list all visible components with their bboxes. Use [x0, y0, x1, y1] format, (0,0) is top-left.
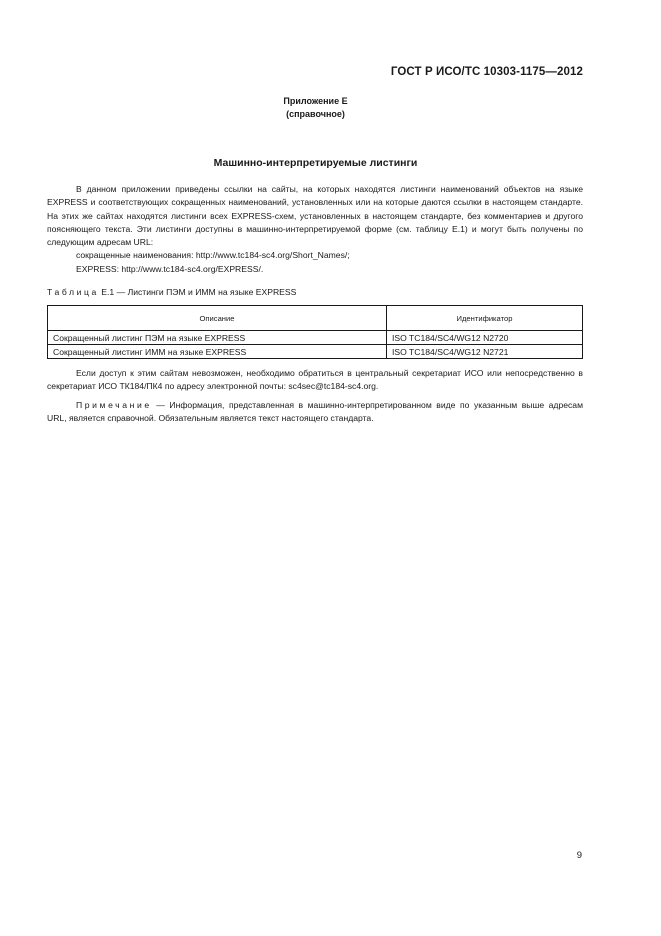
table-row: [48, 331, 583, 345]
listings-table: [47, 305, 583, 359]
row-description: Сокращенный листинг ПЭМ на языке EXPRESS: [48, 331, 387, 345]
note-label: Примечание: [76, 399, 152, 410]
access-paragraph: Если доступ к этим сайтам невозможен, необходимо обратиться в центральный секретариат ИСО или непосредственно в секретариат ИСО ТК184/ПК4 по адресу электронной почты: sc4sec@tc184-sc4.org.: [47, 368, 583, 392]
appendix-status: (справочное): [286, 109, 345, 119]
url-short-names: сокращенные наименования: http://www.tc184-sc4.org/Short_Names/;: [76, 250, 350, 261]
table-caption-text: Е.1 — Листинги ПЭМ и ИММ на языке EXPRESS: [101, 287, 297, 297]
table-caption-label: Таблица: [47, 287, 99, 297]
table-caption: [47, 287, 296, 297]
intro-block: [47, 183, 583, 276]
row-identifier: ISO TC184/SC4/WG12 N2720: [387, 331, 583, 345]
after-table-block: [47, 367, 583, 425]
header-description: Описание: [48, 306, 387, 331]
page-number: 9: [576, 850, 582, 861]
note-text: — Информация, представленная в машинно-интерпретированном виде по указанным выше адресам URL, является справочной. Обязательным является текст настоящего стандарта.: [47, 399, 583, 423]
intro-paragraph: В данном приложении приведены ссылки на сайты, на которых находятся листинги наименований объектов на языке EXPRESS и соответствующих сокращенных наименований, установленных или на которые даются ссылки в настоящем стандарте. На этих же сайтах находятся листинги всех EXPRESS-схем, установленных в настоящем стандарте, без комментариев и другого поясняющего текста. Эти листинги доступны в машинно-интерпретируемой форме (см. таблицу Е.1) и могут быть получены по следующим адресам URL:: [47, 184, 583, 248]
header-identifier: Идентификатор: [387, 306, 583, 331]
appendix-heading: [0, 95, 631, 121]
appendix-title: Приложение Е: [283, 96, 348, 106]
section-title: Машинно-интерпретируемые листинги: [213, 157, 418, 169]
note-paragraph: [47, 399, 583, 426]
row-identifier: ISO TC184/SC4/WG12 N2721: [387, 345, 583, 359]
url-express: EXPRESS: http://www.tc184-sc4.org/EXPRESS/.: [76, 263, 264, 274]
row-description: Сокращенный листинг ИММ на языке EXPRESS: [48, 345, 387, 359]
standard-code: ГОСТ Р ИСО/ТС 10303-1175—2012: [390, 66, 583, 78]
table-row: [48, 345, 583, 359]
table-header-row: [48, 306, 583, 331]
